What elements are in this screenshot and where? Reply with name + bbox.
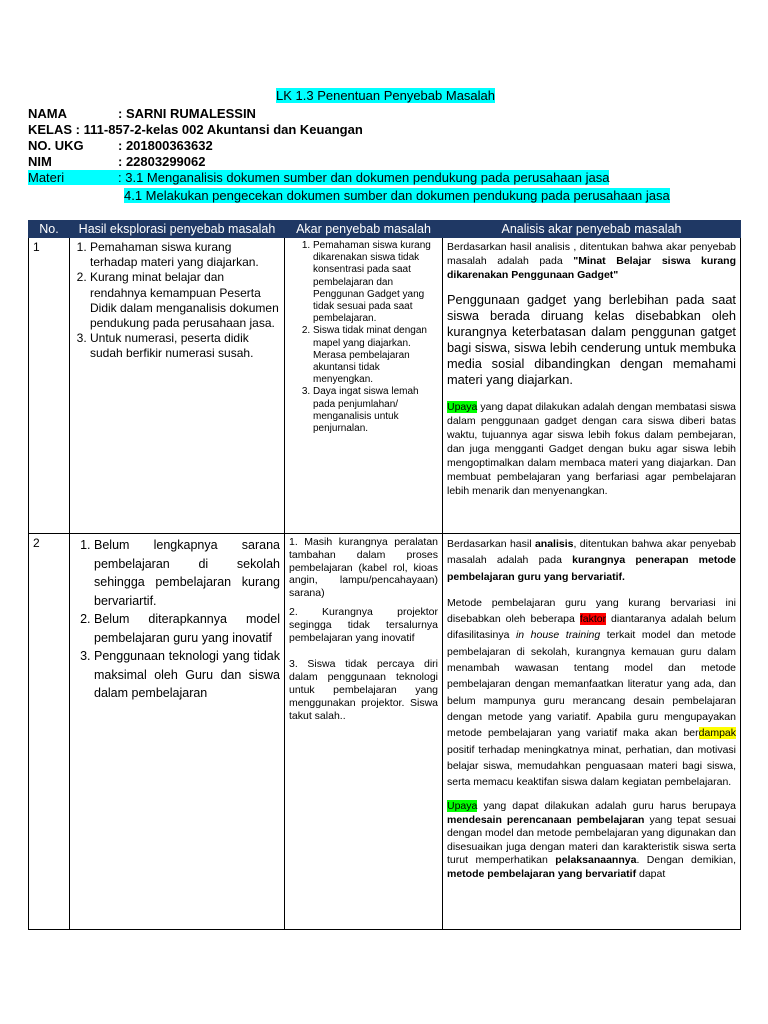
hasil-cell <box>70 238 285 534</box>
list-item: 1. Pemahaman siswa kurang terhadap materi yang diajarkan. <box>90 240 280 270</box>
analisis-bold: metode pembelajaran yang bervariatif <box>447 867 637 880</box>
table-row <box>29 238 741 534</box>
list-item: 2. Belum diterapkannya model pembelajaran guru yang inovatif <box>94 610 280 647</box>
table-header-row <box>29 221 741 238</box>
analisis-bold: mendesain perencanaan pembelajaran <box>447 813 645 826</box>
list-item: 3. Untuk numerasi, peserta didik sudah berfikir numerasi susah. <box>90 331 280 361</box>
analisis-text: diantaranya adalah belum difasilitasinya <box>447 613 736 642</box>
highlight-upaya: Upaya <box>447 401 478 413</box>
list-item: 3. Daya ingat siswa lemah pada penjumlahan/ menganalisis untuk penjurnalan. <box>313 386 438 435</box>
analisis-text: yang dapat dilakukan adalah guru harus berupaya <box>477 800 736 813</box>
akar-cell <box>285 534 443 930</box>
analisis-text: Berdasarkan hasil <box>447 538 535 550</box>
analisis-text: . Dengan demikian, <box>636 854 736 867</box>
nim-line: NIM : 22803299062 <box>28 154 206 169</box>
hasil-cell <box>70 534 285 930</box>
header-hasil: Hasil eksplorasi penyebab masalah <box>70 221 285 238</box>
akar-cell <box>285 238 443 534</box>
row-number: 1 <box>29 238 70 534</box>
analisis-cell <box>443 534 741 930</box>
analisis-italic: in house training <box>515 629 601 642</box>
analisis-text: positif terhadap meningkatnya minat, perhatian, dan motivasi belajar siswa, memudahkan penguasaan materi bagi siswa, serta memacu keaktifan siswa dalam kegiatan pembelajaran. <box>447 743 736 789</box>
analisis-cell <box>443 238 741 534</box>
analisis-paragraph: Penggunaan gadget yang berlebihan pada saat siswa berada diruang kelas disebabkan oleh kurangnya keterbatasan dalam penggunan gatget bagi siswa, siswa lebih cenderung untuk membuka media sosial dibandingkan dengan memahami materi yang diajarkan. <box>447 292 736 387</box>
list-item: 2. Kurangnya projektor segingga tidak tersalurnya pembelajaran yang inovatif <box>289 605 438 644</box>
list-item: 1. Pemahaman siswa kurang dikarenakan siswa tidak konsentrasi pada saat pembelajaran dan Penggunan Gadget yang tidak sesuai pada saat pembelajaran. <box>313 240 438 325</box>
header-no: No. <box>29 221 70 238</box>
table-row <box>29 534 741 930</box>
list-item: 1. Masih kurangnya peralatan tambahan dalam proses pembelajaran (kabel rol, kioas angin, lampu/pencahayaan) sarana) <box>289 536 438 600</box>
materi-line: Materi : 3.1 Menganalisis dokumen sumber dan dokumen pendukung pada perusahaan jasa <box>28 170 610 185</box>
list-item: 2. Kurang minat belajar dan rendahnya kemampuan Peserta Didik dalam menganalisis dokumen pendukung pada perusahaan jasa. <box>90 270 280 331</box>
header-analisis: Analisis akar penyebab masalah <box>443 221 741 238</box>
row-number: 2 <box>29 534 70 930</box>
ukg-line: NO. UKG : 201800363632 <box>28 138 213 153</box>
analisis-bold: pelaksanaannya <box>555 854 637 867</box>
list-item: 2. Siswa tidak minat dengan mapel yang diajarkan. Merasa pembelajaran akuntansi tidak menyengkan. <box>313 325 438 386</box>
kelas-line: KELAS : 111-857-2-kelas 002 Akuntansi dan Keuangan <box>28 122 363 137</box>
analisis-text: Metode pembelajaran guru yang kurang bervariasi ini disebabkan oleh beberapa <box>447 596 736 626</box>
analisis-text: yang dapat dilakukan adalah dengan membatasi siswa dalam penggunaan gadget dengan cara siswa diberi batas waktu, tujuannya agar siswa lebih fokus dalam pembejaran, dan juga mengganti Gadget dengan buku agar siswa lebih mengoptimalkan dalam membaca materi yang diajarkan. Dan membuat pembelajaran yang berfariasi agar pembelajaran lebih menarik dan menyenangkan. <box>447 401 736 497</box>
analisis-text: yang tepat sesuai dengan model dan metode pembelajaran yang digunakan dan disesuaikan juga dengan materi dan karakteristik siswa serta turut memperhatikan <box>447 813 736 867</box>
analisis-text: terkait model dan metode pembelajaran di sekolah, kurangnya kemauan guru dalam menambah wawasan tentang model dan metode pembelajaran dengan memanfaatkan literatur yang ada, dan belum mampunya guru merancang desain pembelajaran dengan metode yang variatif. Apabila guru mengupayakan metode pembelajaran yang variatif maka akan ber <box>447 629 736 740</box>
highlight-dampak: dampak <box>698 727 736 740</box>
analisis-text: dapat <box>636 867 666 880</box>
highlight-faktor: faktor <box>579 613 607 626</box>
analisis-bold: kurangnya penerapan metode pembelajaran guru yang bervariatif. <box>447 554 736 583</box>
list-item: 3. Siswa tidak percaya diri dalam penggunaan teknologi untuk pembelajaran yang menggunakan projektor. Siswa takut salah.. <box>289 658 438 722</box>
analisis-bold: analisis <box>534 538 574 550</box>
nama-line: NAMA : SARNI RUMALESSIN <box>28 106 256 121</box>
analisis-text: Berdasarkan hasil analisis , ditentukan bahwa akar penyebab masalah adalah pada <box>447 241 736 267</box>
list-item: 3. Penggunaan teknologi yang tidak maksimal oleh Guru dan siswa dalam pembelajaran <box>94 647 280 703</box>
highlight-upaya: Upaya <box>447 800 478 813</box>
analisis-text: , ditentukan bahwa akar penyebab masalah adalah pada <box>447 538 736 567</box>
page-title: LK 1.3 Penentuan Penyebab Masalah <box>276 88 496 103</box>
materi-line-2: 4.1 Melakukan pengecekan dokumen sumber dan dokumen pendukung pada perusahaan jasa <box>124 188 670 203</box>
analysis-table <box>28 220 741 930</box>
header-akar: Akar penyebab masalah <box>285 221 443 238</box>
analisis-bold: "Minat Belajar siswa kurang dikarenakan Penggunaan Gadget" <box>447 255 736 281</box>
list-item: 1. Belum lengkapnya sarana pembelajaran di sekolah sehingga pembelajaran kurang bervariartif. <box>94 536 280 610</box>
